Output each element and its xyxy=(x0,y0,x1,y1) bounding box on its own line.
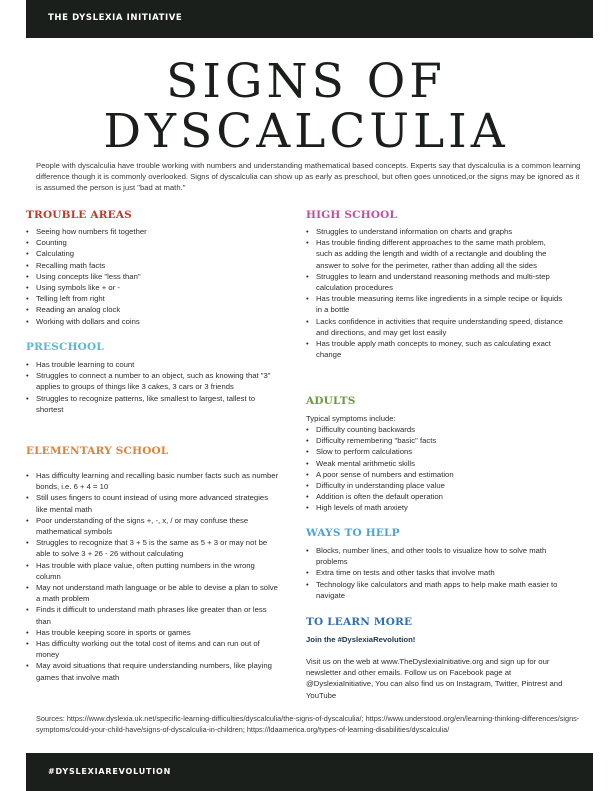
list-elementary xyxy=(26,470,281,683)
org-name: THE DYSLEXIA INITIATIVE xyxy=(48,13,183,23)
list-item: • Seeing how numbers fit together xyxy=(26,226,281,237)
list-item: • Has difficulty learning and recalling basic number facts such as number bonds, i.e. 6 + 4 = 10 xyxy=(26,470,281,492)
list-preschool xyxy=(26,359,281,415)
list-item: • Has difficulty working out the total cost of items and can run out of money xyxy=(26,638,281,660)
sources-text: Sources: https://www.dyslexia.uk.net/specific-learning-difficulties/dyscalculia/the-signs-of-dyscalculia/; https://www.understood.org/en/learning-thinking-differences/signs-symptoms/could-your-child-have/signs-of-dyscalculia-in-children; https://ldaamerica.org/types-of-learning-disabilities/dyscalculia/ xyxy=(36,714,580,734)
list-item: • Difficulty remembering "basic" facts xyxy=(306,435,564,446)
hashtag-footer: #DYSLEXIAREVOLUTION xyxy=(48,767,172,776)
list-item: • Poor understanding of the signs +, -, x, / or may confuse these mathematical symbols xyxy=(26,515,281,537)
join-text: Join the #DyslexiaRevolution! xyxy=(306,635,416,644)
list-item: • Telling left from right xyxy=(26,293,281,304)
list-item: • Has trouble keeping score in sports or games xyxy=(26,627,281,638)
list-item: • Blocks, number lines, and other tools to visualize how to solve math problems xyxy=(306,545,564,567)
list-item: • May avoid situations that require understanding numbers, like playing games that involve math xyxy=(26,660,281,682)
list-item: • Still uses fingers to count instead of using more advanced strategies like mental math xyxy=(26,492,281,514)
list-item: • Finds it difficult to understand math phrases like greater than or less than xyxy=(26,604,281,626)
list-item: • Has trouble finding different approaches to the same math problem, such as adding the length and width of a rectangle and doubling the answer to solve for the perimeter, rather than adding all the sides xyxy=(306,237,564,271)
adults-lead: Typical symptoms include: xyxy=(306,414,396,423)
list-item: • A poor sense of numbers and estimation xyxy=(306,469,564,480)
list-item: • May not understand math language or be able to devise a plan to solve a math problem xyxy=(26,582,281,604)
list-item: • Extra time on tests and other tasks that involve math xyxy=(306,567,564,578)
list-item: • Technology like calculators and math apps to help make math easier to navigate xyxy=(306,579,564,601)
list-item: • Weak mental arithmetic skills xyxy=(306,458,564,469)
list-item: • Struggles to recognize patterns, like smallest to largest, tallest to shortest xyxy=(26,393,281,415)
list-item: • Reading an analog clock xyxy=(26,304,281,315)
list-trouble-areas xyxy=(26,226,281,327)
list-item: • Using symbols like + or - xyxy=(26,282,281,293)
list-ways-to-help xyxy=(306,545,564,601)
heading-to-learn-more: TO LEARN MORE xyxy=(306,616,413,628)
list-item: • Calculating xyxy=(26,248,281,259)
list-item: • Struggles to recognize that 3 + 5 is the same as 5 + 3 or may not be able to solve 3 + 26 - 26 without calculating xyxy=(26,537,281,559)
heading-adults: ADULTS xyxy=(306,395,356,407)
list-adults xyxy=(306,424,564,514)
list-item: • Difficulty counting backwards xyxy=(306,424,564,435)
page-title-line1: SIGNS OF xyxy=(166,54,446,109)
intro-paragraph: People with dyscalculia have trouble working with numbers and understanding mathematical based concepts. Experts say that dyscalculia is a common learning difference though it is commonly overlooked. Signs of dyscalculia can show up as early as preschool, but often goes unnoticed,or the signs may be ignored as it is assumed the person is just "bad at math." xyxy=(36,161,581,193)
list-item: • Lacks confidence in activities that require understanding speed, distance and directions, and may get lost easily xyxy=(306,316,564,338)
heading-preschool: PRESCHOOL xyxy=(26,341,104,353)
page-title-line2: DYSCALCULIA xyxy=(103,104,509,159)
list-item: • Slow to perform calculations xyxy=(306,446,564,457)
learn-more-body: Visit us on the web at www.TheDyslexiaInitiative.org and sign up for our newsletter and other emails. Follow us on Facebook page at @DyslexiaInitiative, You can also find us on Instagram, Twitter, Pintrest and YouTube xyxy=(306,657,563,700)
bottom-banner xyxy=(26,753,593,791)
heading-elementary: ELEMENTARY SCHOOL xyxy=(26,445,169,457)
list-item: • Has trouble with place value, often putting numbers in the wrong column xyxy=(26,560,281,582)
list-item: • Counting xyxy=(26,237,281,248)
list-item: • Has trouble apply math concepts to money, such as calculating exact change xyxy=(306,338,564,360)
list-item: • Working with dollars and coins xyxy=(26,316,281,327)
list-item: • High levels of math anxiety xyxy=(306,502,564,513)
list-high-school xyxy=(306,226,564,360)
list-item: • Struggles to learn and understand reasoning methods and multi-step calculation procedures xyxy=(306,271,564,293)
list-item: • Addition is often the default operation xyxy=(306,491,564,502)
heading-trouble-areas: TROUBLE AREAS xyxy=(26,209,132,221)
list-item: • Struggles to understand information on charts and graphs xyxy=(306,226,564,237)
list-item: • Struggles to connect a number to an object, such as knowing that "3" applies to groups of things like 3 cakes, 3 cars or 3 friends xyxy=(26,370,281,392)
list-item: • Using concepts like "less than" xyxy=(26,271,281,282)
list-item: • Has trouble measuring items like ingredients in a simple recipe or liquids in a bottle xyxy=(306,293,564,315)
heading-ways-to-help: WAYS TO HELP xyxy=(306,527,400,539)
list-item: • Difficulty in understanding place value xyxy=(306,480,564,491)
list-item: • Has trouble learning to count xyxy=(26,359,281,370)
list-item: • Recalling math facts xyxy=(26,260,281,271)
top-banner xyxy=(26,0,593,38)
heading-high-school: HIGH SCHOOL xyxy=(306,209,398,221)
